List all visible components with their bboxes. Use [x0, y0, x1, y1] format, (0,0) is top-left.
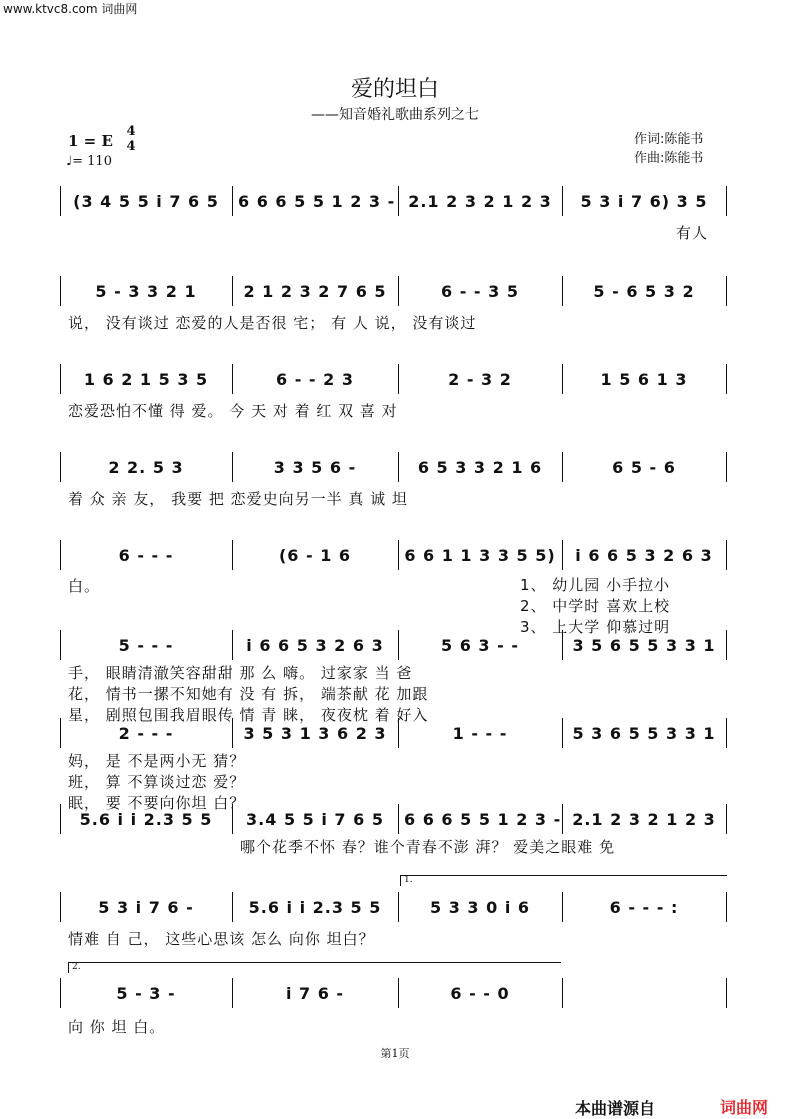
lyric-line: 说， 没有谈过 恋爱的人是否很 宅； 有 人 说， 没有谈过: [68, 314, 477, 332]
site-watermark: www.ktvc8.com 词曲网: [3, 2, 138, 16]
barline: [398, 276, 399, 306]
barline: [398, 978, 399, 1008]
measure: i 7 6 -: [285, 983, 345, 1003]
measure: 3 5 6 5 5 3 3 1: [572, 635, 716, 655]
barline: [726, 364, 727, 394]
barline: [60, 276, 61, 306]
measure: 5 - 3 3 2 1: [95, 281, 197, 301]
staff-line: [60, 364, 730, 394]
measure: 5 - 6 5 3 2: [593, 281, 695, 301]
barline: [398, 186, 399, 216]
time-signature: [124, 124, 138, 154]
measure: 5 - 3 -: [116, 983, 176, 1003]
measure: [568, 978, 720, 1008]
measure: 6 5 - 6: [612, 457, 676, 477]
measure: 5 3 6 5 5 3 3 1: [572, 723, 716, 743]
barline: [60, 186, 61, 216]
lyric-line: 星， 剧照包围我眉眼传 情 青 睐， 夜夜枕 着 好入: [68, 706, 429, 724]
lyric-line: 2、 中学时 喜欢上校: [520, 597, 671, 615]
measure: 6 - - 2 3: [276, 369, 354, 389]
brand-logo: 词曲网: [720, 1098, 769, 1117]
barline: [398, 540, 399, 570]
measure: 3.4 5 5 i 7 6 5: [246, 809, 384, 829]
barline: [60, 452, 61, 482]
measure: 6 6 6 5 5 1 2 3 -: [404, 809, 562, 829]
staff-line: [60, 452, 730, 482]
barline: [562, 978, 563, 1008]
barline: [726, 452, 727, 482]
song-title: 爱的坦白: [350, 77, 439, 102]
barline: [232, 186, 233, 216]
source-note: 本曲谱源自: [575, 1099, 656, 1118]
barline: [726, 276, 727, 306]
page-number: 第1页: [380, 1047, 410, 1060]
measure: 6 5 3 3 2 1 6: [417, 457, 543, 477]
measure: 2 2. 5 3: [108, 457, 184, 477]
measure: 6 6 1 1 3 3 5 5): [404, 545, 556, 565]
barline: [726, 186, 727, 216]
measure: 5 6 3 - -: [441, 635, 519, 655]
measure: (3 4 5 5 i 7 6 5: [73, 191, 219, 211]
meter-bottom: 4: [126, 139, 136, 154]
measure: 2 - 3 2: [448, 369, 512, 389]
staff-line: [60, 276, 730, 306]
barline: [232, 452, 233, 482]
lyric-line: 1、 幼儿园 小手拉小: [520, 576, 671, 594]
staff-line: [60, 892, 730, 922]
lyricist-credit: 作词:陈能书: [634, 132, 704, 147]
barline: [60, 804, 61, 834]
barline: [232, 276, 233, 306]
second-ending-bracket: [68, 962, 561, 973]
measure: 5 3 i 7 6) 3 5: [580, 191, 708, 211]
song-subtitle: ——知音婚礼歌曲系列之七: [311, 107, 479, 123]
measure: 6 - - 3 5: [441, 281, 519, 301]
measure: 6 - - - :: [609, 897, 679, 917]
measure: 5 3 i 7 6 -: [98, 897, 194, 917]
measure: 5 3 3 0 i 6: [430, 897, 530, 917]
lyric-line: 有人: [676, 224, 709, 242]
barline: [232, 364, 233, 394]
measure: 6 - - 0: [450, 983, 510, 1003]
tempo-marking: ♩= 110: [66, 154, 112, 169]
barline: [60, 978, 61, 1008]
barline: [232, 540, 233, 570]
lyric-line: 班， 算 不算谈过恋 爱？: [68, 773, 246, 791]
lyric-line: 着 众 亲 友， 我要 把 恋爱史向另一半 真 诚 坦: [68, 490, 408, 508]
measure: (6 - 1 6: [278, 545, 352, 565]
staff-line: [60, 186, 730, 216]
measure: 1 - - -: [452, 723, 508, 743]
measure: 1 5 6 1 3: [600, 369, 688, 389]
barline: [232, 978, 233, 1008]
barline: [562, 186, 563, 216]
measure: 5 - - -: [118, 635, 174, 655]
barline: [726, 892, 727, 922]
lyric-line: 情难 自 己， 这些心思该 怎么 向你 坦白？: [68, 930, 375, 948]
barline: [398, 364, 399, 394]
barline: [60, 630, 61, 660]
measure: 5.6 i i 2.3 5 5: [79, 809, 213, 829]
barline: [60, 718, 61, 748]
measure: 2 - - -: [118, 723, 174, 743]
barline: [232, 892, 233, 922]
first-ending-bracket: [400, 875, 727, 886]
second-ending-label: 2.: [72, 962, 81, 972]
barline: [562, 452, 563, 482]
barline: [562, 276, 563, 306]
measure: 2.1 2 3 2 1 2 3: [408, 191, 552, 211]
lyric-line: 白。: [68, 577, 101, 595]
measure: 6 6 6 5 5 1 2 3 -: [238, 191, 396, 211]
measure: 3 3 5 6 -: [273, 457, 357, 477]
barline: [562, 364, 563, 394]
barline: [60, 364, 61, 394]
barline: [398, 452, 399, 482]
meter-top: 4: [126, 124, 136, 139]
barline: [726, 978, 727, 1008]
lyric-line: 手， 眼睛清澈笑容甜甜 那 么 嗨。 过家家 当 爸: [68, 664, 413, 682]
measure: 6 - - -: [118, 545, 174, 565]
lyric-line: 向 你 坦 白。: [68, 1018, 166, 1036]
lyric-line: 眠， 要 不要向你坦 白？: [68, 794, 246, 812]
lyric-line: 恋爱恐怕不懂 得 爱。 今 天 对 着 红 双 喜 对: [68, 402, 398, 420]
barline: [398, 892, 399, 922]
measure: i 6 6 5 3 2 6 3: [575, 545, 713, 565]
first-ending-label: 1.: [404, 875, 413, 885]
key-signature: 1 = E: [68, 132, 113, 150]
measure: i 6 6 5 3 2 6 3: [246, 635, 384, 655]
barline: [562, 892, 563, 922]
staff-line: [60, 540, 730, 570]
lyric-line: 3、 上大学 仰慕过明: [520, 618, 671, 636]
lyric-line: 哪个花季不怀 春？谁个青春不澎 湃？ 爱美之眼难 免: [240, 838, 616, 856]
composer-credit: 作曲:陈能书: [634, 151, 704, 166]
barline: [60, 892, 61, 922]
barline: [726, 540, 727, 570]
measure: 2 1 2 3 2 7 6 5: [243, 281, 387, 301]
measure: 1 6 2 1 5 3 5: [83, 369, 209, 389]
staff-line: [60, 978, 730, 1008]
lyric-line: 花， 情书一摞不知她有 没 有 拆， 端茶献 花 加跟: [68, 685, 429, 703]
barline: [232, 630, 233, 660]
lyric-line: 妈， 是 不是两小无 猜？: [68, 752, 246, 770]
barline: [60, 540, 61, 570]
measure: 2.1 2 3 2 1 2 3: [572, 809, 716, 829]
measure: 5.6 i i 2.3 5 5: [248, 897, 382, 917]
barline: [398, 630, 399, 660]
barline: [562, 540, 563, 570]
measure: 3 5 3 1 3 6 2 3: [243, 723, 387, 743]
